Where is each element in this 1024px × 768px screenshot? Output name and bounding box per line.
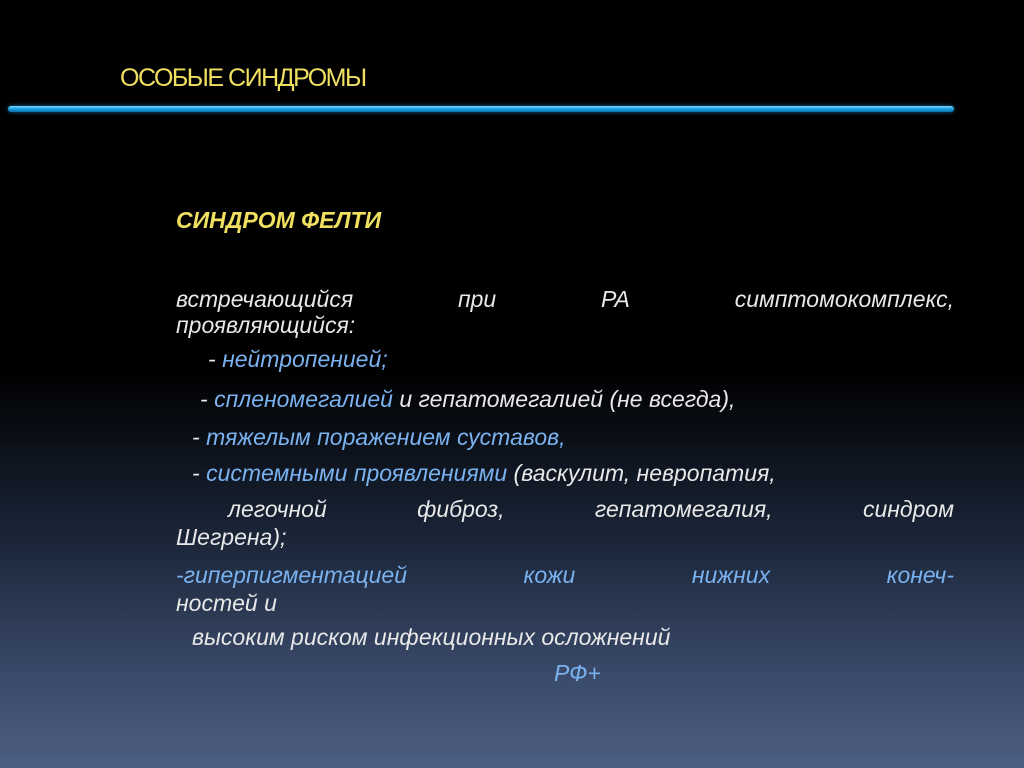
title-divider: [8, 106, 954, 112]
intro-text: встречающийся при РА симптомокомплекс,: [176, 286, 954, 312]
rf-positive-label: РФ+: [554, 660, 601, 686]
intro-line-2: проявляющийся:: [176, 312, 356, 338]
slide-title: ОСОБЫЕ СИНДРОМЫ: [120, 64, 366, 92]
list-item-hyperpigmentation-line-2: ностей и: [176, 590, 277, 616]
list-item-infection-risk: высоким риском инфекционных осложнений: [192, 624, 671, 650]
list-item-hyperpigmentation: -гиперпигментацией кожи нижних конеч-: [176, 562, 954, 588]
list-item-joints: - тяжелым поражением суставов,: [192, 424, 566, 450]
list-item-neutropenia: - нейтропенией;: [208, 346, 388, 372]
list-item-splenomegaly: - спленомегалией и гепатомегалией (не всегда),: [200, 386, 736, 412]
list-item-systemic-line-2: легочной фиброз, гепатомегалия, синдром: [228, 496, 954, 522]
syndrome-heading: СИНДРОМ ФЕЛТИ: [176, 207, 382, 233]
list-item-systemic: - системными проявлениями (васкулит, невропатия,: [192, 460, 776, 486]
intro-line: [176, 286, 954, 313]
list-item-systemic-line-3: Шегрена);: [176, 524, 287, 550]
